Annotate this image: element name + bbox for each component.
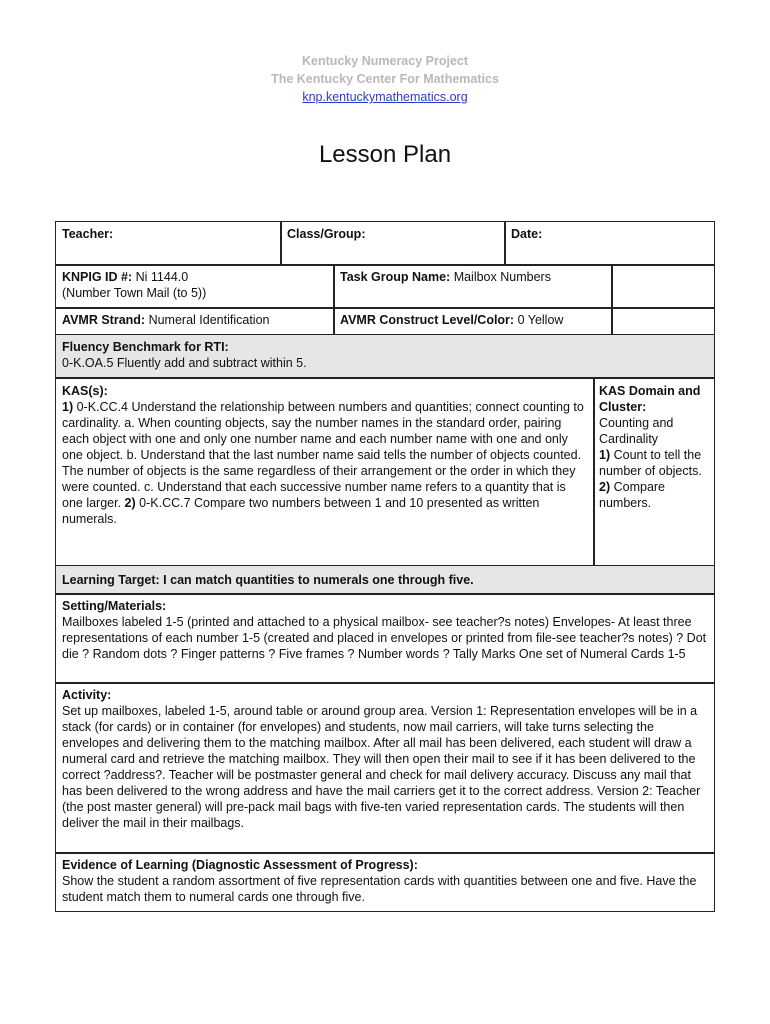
date-label: Date: — [511, 227, 543, 241]
avmr-construct-label: AVMR Construct Level/Color: — [340, 313, 515, 327]
fluency-text: 0-K.OA.5 Fluently add and subtract within 5. — [62, 356, 307, 370]
org-subtitle: The Kentucky Center For Mathematics — [271, 72, 499, 86]
fluency-cell — [55, 334, 715, 379]
avmr-strand-cell — [55, 307, 335, 336]
kas-domain-cell — [593, 377, 715, 567]
class-cell — [280, 221, 506, 266]
activity-cell — [55, 682, 715, 854]
website-link-wrap — [0, 90, 770, 104]
kas-domain-text1: Counting and Cardinality — [599, 416, 674, 446]
task-group-cell — [333, 264, 613, 309]
evidence-cell — [55, 852, 715, 912]
kas-domain-num1: 1) — [599, 448, 611, 462]
kas-domain-num2: 2) — [599, 480, 611, 494]
avmr-strand-label: AVMR Strand: — [62, 313, 146, 327]
fluency-label: Fluency Benchmark for RTI: — [62, 340, 229, 354]
evidence-label: Evidence of Learning (Diagnostic Assessment of Progress): — [62, 858, 418, 872]
kas-text2: 0-K.CC.7 Compare two numbers between 1 and 10 presented as written numerals. — [62, 496, 540, 526]
learning-target: Learning Target: I can match quantities to numerals one through five. — [62, 573, 474, 587]
page-title: Lesson Plan — [318, 141, 452, 168]
avmr-construct-cell — [333, 307, 613, 336]
kas-domain-text2: Count to tell the number of objects. — [599, 448, 702, 478]
teacher-cell — [55, 221, 282, 266]
kas-text — [62, 399, 588, 527]
org-name: Kentucky Numeracy Project — [301, 54, 469, 68]
kas-domain-text — [599, 415, 709, 511]
class-label: Class/Group: — [287, 227, 366, 241]
kas-domain-label: KAS Domain and Cluster: — [599, 384, 701, 414]
kas-num1: 1) — [62, 400, 74, 414]
setting-label: Setting/Materials: — [62, 599, 167, 613]
task-group-label: Task Group Name: — [340, 270, 451, 284]
empty-cell-row3 — [611, 307, 715, 336]
knpig-subtitle: (Number Town Mail (to 5)) — [62, 286, 207, 300]
setting-text: Mailboxes labeled 1-5 (printed and attached to a physical mailbox- see teacher?s notes) Envelopes- At least three representations of each number 1-5 (created and placed in envelopes or printed from file-see teacher?s notes) ? Dot die ? Random dots ? Finger patterns ? Five frames ? Number words ? Tally Marks One set of Numeral Cards 1-5 — [62, 615, 707, 661]
kas-label: KAS(s): — [62, 384, 108, 398]
knpig-value: Ni 1144.0 — [132, 270, 189, 284]
kas-num2: 2) — [124, 496, 136, 510]
knpig-label: KNPIG ID #: — [62, 270, 133, 284]
learning-target-cell — [55, 565, 715, 595]
task-group-value: Mailbox Numbers — [450, 270, 551, 284]
website-link[interactable]: knp.kentuckymathematics.org — [302, 90, 468, 104]
knpig-line — [62, 269, 328, 285]
kas-domain-text3: Compare numbers. — [599, 480, 666, 510]
date-cell — [504, 221, 715, 266]
knpig-cell — [55, 264, 335, 309]
kas-text1: 0-K.CC.4 Understand the relationship between numbers and quantities; connect counting to cardinality. a. When counting objects, say the number names in the standard order, pairing each object with one and only one number name and each number name with one and only one object. b. Understand that the last number name said tells the number of objects counted. The number of objects is the same regardless of their arrangement or the order in which they were counted. c. Understand that each successive number name refers to a quantity that is one larger. — [62, 400, 584, 510]
activity-text: Set up mailboxes, labeled 1-5, around table or around group area. Version 1: Representation envelopes will be in a stack (for cards) or in container (for envelopes) and students, now mail carriers, will take turns selecting the envelopes and delivering them to the matching mailbox. After all mail has been delivered, each student will draw a numeral card and retrieve the matching mailbox. They will then open their mail to see if it has been delivered to the correct ?address?. Teacher will be postmaster general and check for mail delivery accuracy. Discuss any mail that has been delivered to the wrong address and have the mail carriers get it to the correct address. Version 2: Teacher (the post master general) will pre-pack mail bags with five-ten varied representation cards. The students will then deliver the mail in their mailbags. — [62, 704, 701, 830]
kas-cell — [55, 377, 595, 567]
activity-label: Activity: — [62, 688, 112, 702]
empty-cell-row2 — [611, 264, 715, 309]
setting-cell — [55, 593, 715, 684]
avmr-construct-value: 0 Yellow — [514, 313, 564, 327]
teacher-label: Teacher: — [62, 227, 114, 241]
evidence-text: Show the student a random assortment of five representation cards with quantities between one and five. Have the student match them to numeral cards one through five. — [62, 874, 697, 904]
avmr-strand-value: Numeral Identification — [145, 313, 270, 327]
